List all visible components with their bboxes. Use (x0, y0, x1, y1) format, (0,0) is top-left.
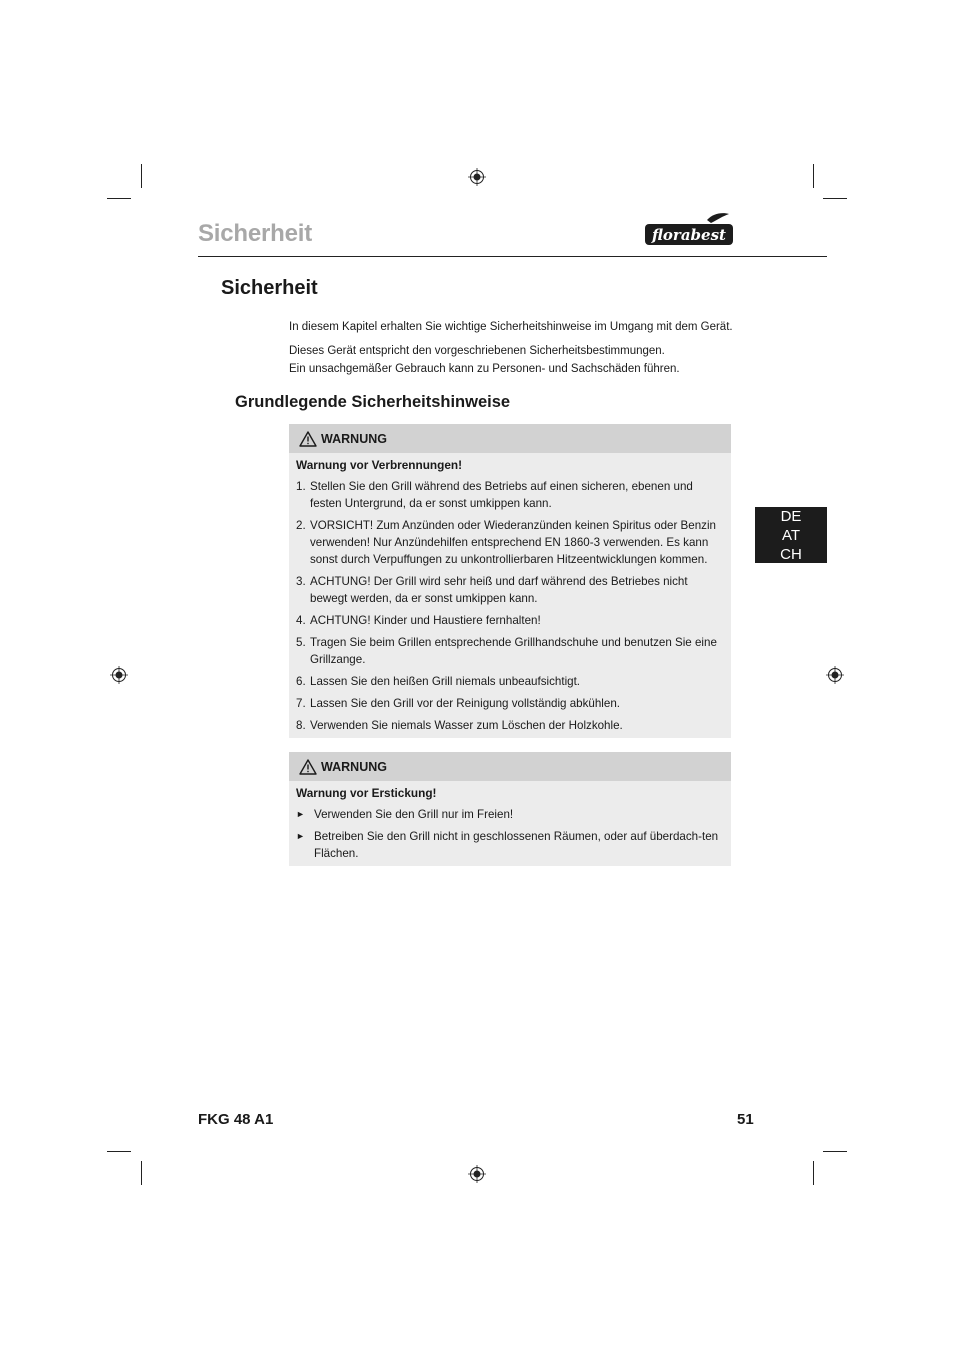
list-number: 8. (296, 719, 306, 732)
intro-paragraph: Ein unsachgemäßer Gebrauch kann zu Personen- und Sachschäden führen. (289, 363, 680, 375)
warning-subtitle: Warnung vor Verbrennungen! (296, 458, 463, 472)
warning-bullets (296, 806, 723, 862)
list-item (296, 517, 723, 568)
page-number: 51 (737, 1111, 754, 1128)
header-title: Sicherheit (198, 220, 313, 247)
language-tab (755, 507, 827, 563)
list-text: Lassen Sie den Grill vor der Reinigung vollständig abkühlen. (310, 697, 620, 710)
warning-header (289, 752, 731, 781)
list-text: Verwenden Sie den Grill nur im Freien! (314, 808, 514, 821)
list-item (296, 828, 723, 862)
list-item (296, 673, 723, 690)
crop-mark (141, 164, 142, 188)
intro-paragraph: Dieses Gerät entspricht den vorgeschriebenen Sicherheitsbestimmungen. (289, 345, 665, 357)
language-code: DE (780, 507, 802, 525)
florabest-logo (645, 212, 733, 248)
crop-mark (813, 1161, 814, 1185)
list-item (296, 717, 723, 734)
language-code: CH (780, 545, 802, 563)
crop-mark (813, 164, 814, 188)
list-text: Tragen Sie beim Grillen entsprechende Grillhandschuhe und benutzen Sie eine Grillzange. (310, 636, 717, 666)
arrow-bullet-icon: ► (296, 831, 305, 841)
warning-box-suffocation (289, 752, 731, 866)
list-number: 7. (296, 697, 306, 710)
list-text: Verwenden Sie niemals Wasser zum Löschen der Holzkohle. (310, 719, 623, 732)
list-number: 2. (296, 519, 306, 532)
list-item (296, 634, 723, 668)
registration-mark-icon (468, 168, 486, 186)
list-text: Lassen Sie den heißen Grill niemals unbeaufsichtigt. (310, 675, 581, 688)
crop-mark (823, 198, 847, 199)
warning-subtitle: Warnung vor Erstickung! (296, 786, 437, 800)
warning-triangle-icon (299, 759, 317, 775)
crop-mark (107, 198, 131, 199)
list-item (296, 573, 723, 607)
subsection-title: Grundlegende Sicherheitshinweise (235, 393, 511, 411)
list-text: ACHTUNG! Kinder und Haustiere fernhalten! (310, 614, 541, 627)
model-number: FKG 48 A1 (198, 1111, 274, 1128)
list-item (296, 478, 723, 512)
list-number: 1. (296, 480, 306, 493)
crop-mark (141, 1161, 142, 1185)
list-text: Betreiben Sie den Grill nicht in geschlossenen Räumen, oder auf überdach-ten Flächen. (314, 830, 719, 860)
language-code: AT (781, 526, 801, 544)
registration-mark-icon (468, 1165, 486, 1183)
intro-paragraph: In diesem Kapitel erhalten Sie wichtige Sicherheitshinweise im Umgang mit dem Gerät. (289, 321, 733, 333)
crop-mark (107, 1151, 131, 1152)
list-number: 3. (296, 575, 306, 588)
list-number: 6. (296, 675, 306, 688)
list-text: VORSICHT! Zum Anzünden oder Wiederanzünden keinen Spiritus oder Benzin verwenden! Nur Anzündehilfen entsprechend EN 1860-3 verwenden. Es kann sonst durch Verpuffungen zu unkontrollierbaren Hitzeentwicklungen kommen. (310, 519, 716, 566)
list-number: 5. (296, 636, 306, 649)
arrow-bullet-icon: ► (296, 809, 305, 819)
section-title: Sicherheit (221, 277, 318, 299)
header-divider (198, 256, 827, 257)
warning-triangle-icon (299, 431, 317, 447)
warning-list (296, 478, 723, 734)
intro-text (289, 318, 749, 384)
crop-mark (823, 1151, 847, 1152)
list-text: Stellen Sie den Grill während des Betriebs auf einen sicheren, ebenen und festen Untergrund, da er sonst umkippen kann. (310, 480, 693, 510)
warning-header (289, 424, 731, 453)
warning-label: WARNUNG (321, 431, 387, 446)
registration-mark-icon (826, 666, 844, 684)
warning-label: WARNUNG (321, 759, 387, 774)
logo-text: florabest (652, 226, 726, 244)
warning-box-burns (289, 424, 731, 738)
list-text: ACHTUNG! Der Grill wird sehr heiß und darf während des Betriebes nicht bewegt werden, da er sonst umkippen kann. (310, 575, 688, 605)
list-item (296, 806, 723, 823)
list-item (296, 612, 723, 629)
registration-mark-icon (110, 666, 128, 684)
list-number: 4. (296, 614, 306, 627)
list-item (296, 695, 723, 712)
